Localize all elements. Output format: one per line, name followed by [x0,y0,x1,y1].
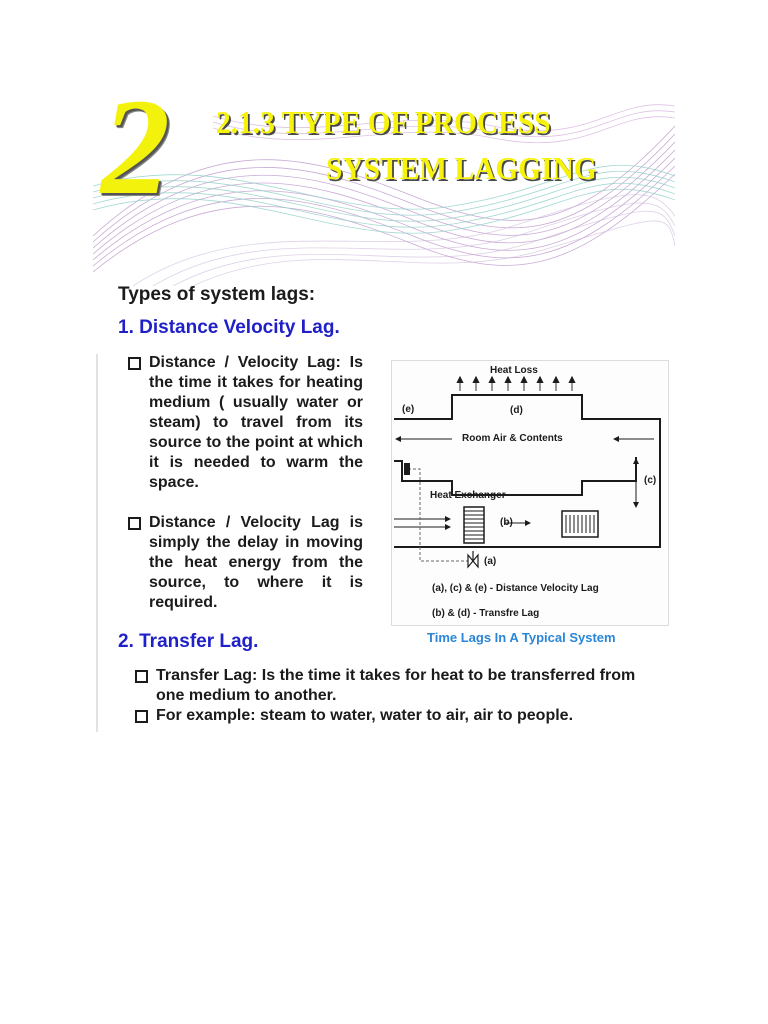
header-banner [93,86,675,286]
bullet-text: Transfer Lag: Is the time it takes for heat to be transferred from one medium to another. [156,667,636,704]
section-2-heading: 2. Transfer Lag. [118,631,259,652]
bullet-distance-velocity-definition [128,353,363,493]
section-1-heading: 1. Distance Velocity Lag. [118,317,340,338]
label-d: (d) [510,405,523,416]
legend-distance-velocity: (a), (c) & (e) - Distance Velocity Lag [432,583,599,594]
bullet-distance-velocity-delay [128,513,363,613]
legend-transfer: (b) & (d) - Transfre Lag [432,608,540,619]
room-air-label: Room Air & Contents [462,433,563,444]
bullet-text: For example: steam to water, water to air, air to people. [156,707,574,724]
bullet-text: Distance / Velocity Lag: Is the time it takes for heating medium ( usually water or steam) to travel from its source to the point at which it is needed to warm the space. [149,354,363,491]
label-b: (b) [500,517,513,528]
types-heading: Types of system lags: [118,284,316,305]
checkbox-bullet-icon [128,517,141,530]
label-e: (e) [402,404,415,415]
bullet-text: Distance / Velocity Lag is simply the delay in moving the heat energy from the source, to where it is required. [149,514,363,611]
chapter-number: 2 [101,86,166,223]
title-line-1: 2.1.3 TYPE OF PROCESS [216,104,551,140]
diagram-caption: Time Lags In A Typical System [427,630,616,645]
title-line-2: SYSTEM LAGGING [326,150,597,186]
time-lag-diagram [391,360,669,626]
checkbox-bullet-icon [135,670,148,683]
left-rule [96,354,98,732]
slide [93,86,675,732]
label-c: (c) [644,475,657,486]
heat-loss-label: Heat Loss [490,365,538,376]
checkbox-bullet-icon [135,710,148,723]
checkbox-bullet-icon [128,357,141,370]
label-a: (a) [484,556,497,567]
bullet-transfer-example [135,706,660,726]
heat-exchanger-label: Heat Exchanger [430,490,506,501]
bullet-transfer-definition [135,666,660,706]
